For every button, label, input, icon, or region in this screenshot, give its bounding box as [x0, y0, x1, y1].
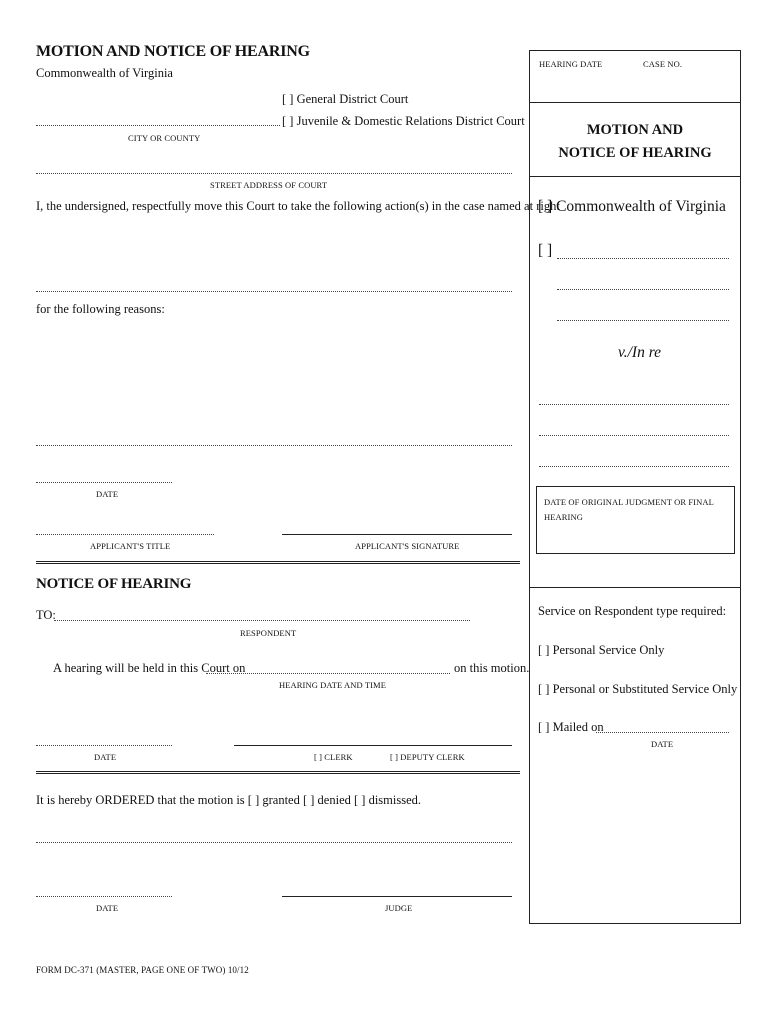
mailed-date-line[interactable]	[596, 732, 729, 733]
order-text: It is hereby ORDERED that the motion is	[36, 793, 245, 807]
form-title: MOTION AND NOTICE OF HEARING	[36, 43, 310, 60]
on-motion-text: on this motion.	[454, 661, 530, 675]
defendant-line-2[interactable]	[539, 435, 729, 436]
clerk-signature-line[interactable]	[234, 745, 512, 746]
form-id: FORM DC-371 (MASTER, PAGE ONE OF TWO) 10/12	[36, 965, 249, 975]
section-divider	[36, 561, 520, 564]
city-county-label: CITY OR COUNTY	[128, 133, 201, 143]
judge-label: JUDGE	[385, 903, 413, 913]
commonwealth-checkbox[interactable]: [ ] Commonwealth of Virginia	[538, 198, 726, 215]
order-statement	[36, 793, 421, 808]
hearing-date-time-line[interactable]	[206, 673, 450, 674]
personal-service-checkbox[interactable]: [ ] Personal Service Only	[538, 643, 665, 657]
panel-title-line2: NOTICE OF HEARING	[558, 145, 712, 161]
mailed-date-label: DATE	[651, 739, 674, 749]
notice-date-label: DATE	[94, 752, 117, 762]
plaintiff-line-2[interactable]	[557, 289, 729, 290]
panel-divider-3	[529, 587, 741, 588]
judge-signature-line[interactable]	[282, 896, 512, 897]
versus-text: v./In re	[618, 344, 662, 361]
deputy-clerk-checkbox[interactable]: [ ] DEPUTY CLERK	[390, 752, 465, 762]
order-date-label: DATE	[96, 903, 119, 913]
section-divider-2	[36, 771, 520, 774]
street-address-line[interactable]	[36, 173, 512, 174]
motion-statement: I, the undersigned, respectfully move this Court to take the following action(s) in the case named at right	[36, 199, 560, 213]
panel-title-line1: MOTION AND	[586, 122, 684, 138]
service-title: Service on Respondent type required:	[538, 604, 727, 618]
motion-date-line[interactable]	[36, 482, 172, 483]
other-party-checkbox[interactable]: [ ]	[538, 242, 553, 259]
to-label: TO:	[36, 608, 56, 622]
respondent-label: RESPONDENT	[240, 628, 297, 638]
applicant-signature-line[interactable]	[282, 534, 512, 535]
defendant-line-1[interactable]	[539, 404, 729, 405]
form-subtitle: Commonwealth of Virginia	[36, 66, 173, 80]
notice-date-line[interactable]	[36, 745, 172, 746]
applicant-title-line[interactable]	[36, 534, 214, 535]
jdr-court-checkbox[interactable]: [ ] Juvenile & Domestic Relations District Court	[282, 114, 525, 128]
original-judgment-label: DATE OF ORIGINAL JUDGMENT OR FINAL HEARING	[544, 497, 714, 522]
respondent-line[interactable]	[54, 620, 470, 621]
city-county-line[interactable]	[36, 125, 280, 126]
hearing-text: A hearing will be held in this Court on	[53, 661, 246, 675]
substituted-service-checkbox[interactable]: [ ] Personal or Substituted Service Only	[538, 682, 738, 696]
hearing-date-time-label: HEARING DATE AND TIME	[279, 680, 387, 690]
hearing-date-label: HEARING DATE	[539, 59, 603, 69]
mailed-checkbox[interactable]: [ ] Mailed on	[538, 720, 604, 734]
defendant-line-3[interactable]	[539, 466, 729, 467]
plaintiff-name-line[interactable]	[557, 258, 729, 259]
order-date-line[interactable]	[36, 896, 172, 897]
panel-divider	[529, 102, 741, 103]
motion-date-label: DATE	[96, 489, 119, 499]
reasons-label: for the following reasons:	[36, 302, 165, 316]
plaintiff-line-3[interactable]	[557, 320, 729, 321]
panel-divider-2	[529, 176, 741, 177]
granted-checkbox[interactable]: [ ] granted	[247, 793, 300, 807]
reasons-line[interactable]	[36, 445, 512, 446]
order-line[interactable]	[36, 842, 512, 843]
case-number-label: CASE NO.	[643, 59, 683, 69]
general-district-court-checkbox[interactable]: [ ] General District Court	[282, 92, 409, 106]
applicant-title-label: APPLICANT'S TITLE	[90, 541, 171, 551]
clerk-checkbox[interactable]: [ ] CLERK	[314, 752, 353, 762]
dismissed-checkbox[interactable]: [ ] dismissed.	[354, 793, 422, 807]
action-line[interactable]	[36, 291, 512, 292]
applicant-signature-label: APPLICANT'S SIGNATURE	[355, 541, 460, 551]
denied-checkbox[interactable]: [ ] denied	[302, 793, 351, 807]
notice-title: NOTICE OF HEARING	[36, 576, 192, 592]
street-address-label: STREET ADDRESS OF COURT	[210, 180, 328, 190]
